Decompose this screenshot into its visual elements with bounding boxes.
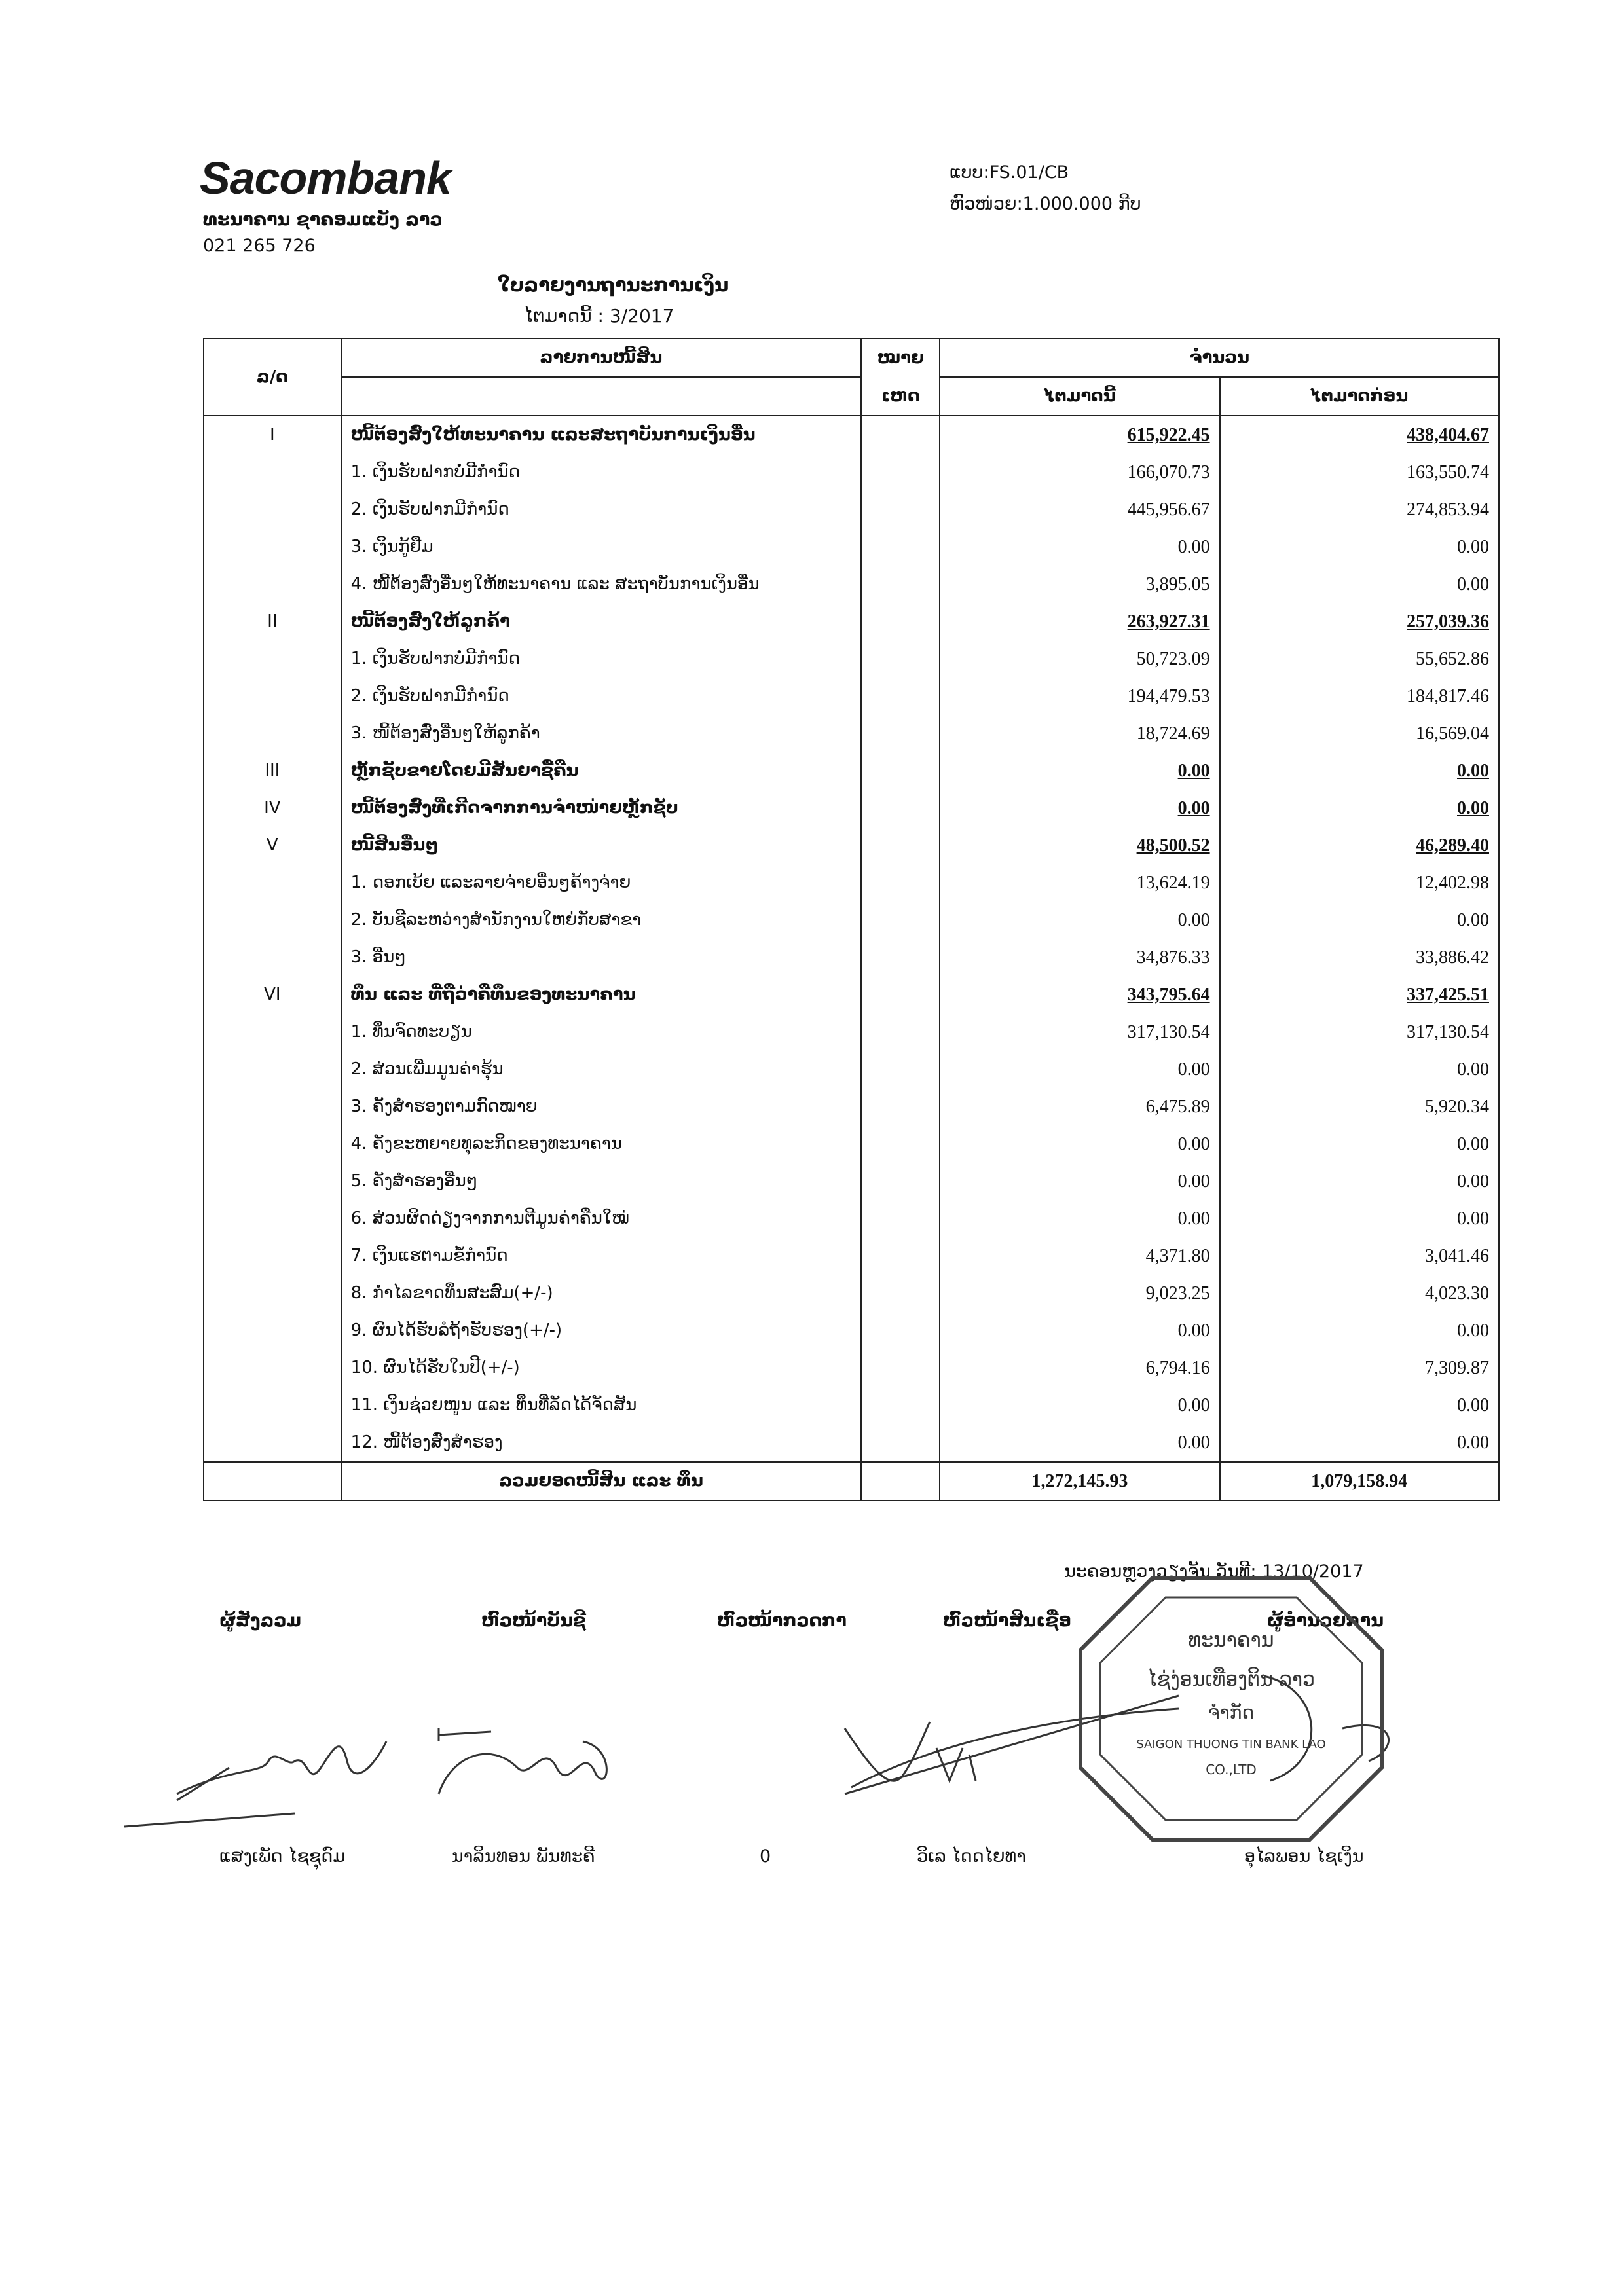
row-current <box>940 976 1219 1013</box>
row-note <box>861 528 940 566</box>
row-current-value: 0.00 <box>1177 537 1210 557</box>
row-previous-value: 5,920.34 <box>1425 1097 1489 1117</box>
row-label: 4. ຄັງຂະຫຍາຍທຸລະກິດຂອງທະນາຄານ <box>341 1125 862 1163</box>
signer-name-credit-head: ວິເລ ໄດດໄຍທາ <box>917 1846 1026 1867</box>
table-row <box>204 1051 1499 1088</box>
row-index <box>204 1125 341 1163</box>
row-previous <box>1220 454 1499 491</box>
table-row <box>204 1013 1499 1051</box>
header-no: ລ/ດ <box>204 338 341 416</box>
row-previous <box>1220 790 1499 827</box>
signer-name-audit-head: 0 <box>760 1846 771 1867</box>
row-previous-value: 12,402.98 <box>1416 873 1489 893</box>
row-previous-value: 55,652.86 <box>1416 649 1489 669</box>
header-amount: ຈຳນວນ <box>940 338 1499 377</box>
row-previous-value: 0.00 <box>1457 910 1489 930</box>
signer-name-director: ອຸໄລພອນ ໄຊເງິນ <box>1244 1846 1364 1867</box>
row-current <box>940 1312 1219 1349</box>
header-note-bottom: ເຫດ <box>861 377 940 416</box>
row-note <box>861 827 940 864</box>
row-index <box>204 1088 341 1125</box>
row-previous-value: 0.00 <box>1457 761 1489 781</box>
row-current <box>940 1275 1219 1312</box>
row-index <box>204 1237 341 1275</box>
total-blank <box>204 1462 341 1501</box>
row-current <box>940 454 1219 491</box>
table-row <box>204 864 1499 902</box>
row-current <box>940 1424 1219 1462</box>
row-index <box>204 1424 341 1462</box>
row-label: 3. ເງິນກູ້ຢືມ <box>341 528 862 566</box>
row-current-value: 9,023.25 <box>1145 1283 1210 1303</box>
row-current <box>940 790 1219 827</box>
row-label: 1. ດອກເບ້ຍ ແລະລາຍຈ່າຍອື່ນໆຄ້າງຈ່າຍ <box>341 864 862 902</box>
row-current <box>940 827 1219 864</box>
table-row <box>204 454 1499 491</box>
row-current <box>940 1237 1219 1275</box>
row-note <box>861 678 940 715</box>
table-row <box>204 528 1499 566</box>
row-label: 2. ເງິນຮັບຝາກມີກຳນົດ <box>341 678 862 715</box>
row-previous-value: 163,550.74 <box>1407 462 1489 483</box>
row-index <box>204 1200 341 1237</box>
row-current <box>940 1051 1219 1088</box>
row-previous-value: 184,817.46 <box>1407 686 1489 706</box>
row-index <box>204 678 341 715</box>
row-index: V <box>204 827 341 864</box>
table-row <box>204 1312 1499 1349</box>
row-current <box>940 1013 1219 1051</box>
row-index <box>204 864 341 902</box>
row-current <box>940 1163 1219 1200</box>
row-index: VI <box>204 976 341 1013</box>
row-note <box>861 566 940 603</box>
row-previous <box>1220 976 1499 1013</box>
row-index: I <box>204 416 341 454</box>
row-previous <box>1220 1200 1499 1237</box>
row-current-value: 263,927.31 <box>1127 611 1210 632</box>
row-note <box>861 790 940 827</box>
signer-title-audit-head: ຫົວໜ້າກວດກາ <box>717 1611 847 1631</box>
row-previous <box>1220 528 1499 566</box>
signer-title-credit-head: ຫົວໜ້າສິນເຊື່ອ <box>943 1611 1071 1631</box>
row-current-value: 50,723.09 <box>1136 649 1210 669</box>
row-current-value: 4,371.80 <box>1145 1246 1210 1266</box>
currency-unit: ຫົວໜ່ວຍ:1.000.000 ກີບ <box>950 194 1141 214</box>
total-current: 1,272,145.93 <box>940 1462 1219 1501</box>
header-item-blank <box>341 377 862 416</box>
row-label: 1. ເງິນຮັບຝາກບໍ່ມີກຳນົດ <box>341 454 862 491</box>
table-row <box>204 1424 1499 1462</box>
row-previous <box>1220 827 1499 864</box>
row-current-value: 166,070.73 <box>1127 462 1210 483</box>
row-previous <box>1220 1013 1499 1051</box>
row-previous-value: 438,404.67 <box>1407 425 1489 445</box>
row-index <box>204 491 341 528</box>
row-current-value: 343,795.64 <box>1127 985 1210 1005</box>
total-previous: 1,079,158.94 <box>1220 1462 1499 1501</box>
row-index <box>204 1013 341 1051</box>
row-label: 3. ອື່ນໆ <box>341 939 862 976</box>
row-note <box>861 939 940 976</box>
table-row <box>204 976 1499 1013</box>
row-index <box>204 1387 341 1424</box>
row-previous <box>1220 491 1499 528</box>
row-label: 8. ກຳໄລຂາດທຶນສະສົມ(+/-) <box>341 1275 862 1312</box>
row-previous <box>1220 939 1499 976</box>
header-item: ລາຍການໜີ້ສິນ <box>341 338 862 377</box>
row-note <box>861 902 940 939</box>
table-row <box>204 1125 1499 1163</box>
row-index: II <box>204 603 341 640</box>
row-label: 2. ບັນຊີລະຫວ່າງສຳນັກງານໃຫຍ່ກັບສາຂາ <box>341 902 862 939</box>
row-previous <box>1220 1237 1499 1275</box>
row-current <box>940 939 1219 976</box>
row-note <box>861 454 940 491</box>
row-current-value: 0.00 <box>1177 798 1210 818</box>
row-current-value: 445,956.67 <box>1127 500 1210 520</box>
row-previous <box>1220 603 1499 640</box>
row-label: 3. ຄັງສຳຮອງຕາມກົດໝາຍ <box>341 1088 862 1125</box>
row-index <box>204 566 341 603</box>
row-previous-value: 16,569.04 <box>1416 723 1489 744</box>
row-label: 4. ໜີ້ຕ້ອງສົ່ງອື່ນໆໃຫ້ທະນາຄານ ແລະ ສະຖາບັນການເງິນອື່ນ <box>341 566 862 603</box>
row-previous <box>1220 902 1499 939</box>
row-previous-value: 274,853.94 <box>1407 500 1489 520</box>
row-previous-value: 0.00 <box>1457 1171 1489 1192</box>
company-stamp <box>1074 1571 1388 1846</box>
place-date: ນະຄອນຫຼວງວຽງຈັນ ວັນທີ: 13/10/2017 <box>1064 1561 1364 1582</box>
row-previous <box>1220 752 1499 790</box>
table-row <box>204 678 1499 715</box>
header-current: ໄຕມາດນີ້ <box>940 377 1219 416</box>
row-previous-value: 4,023.30 <box>1425 1283 1489 1303</box>
row-label: 6. ສ່ວນຜິດດ່ຽງຈາກການຕີມູນຄ່າຄືນໃໝ່ <box>341 1200 862 1237</box>
row-previous-value: 257,039.36 <box>1407 611 1489 632</box>
row-label: ໜີ້ຕ້ອງສົ່ງໃຫ້ລູກຄ້າ <box>341 603 862 640</box>
signer-title-compiler: ຜູ້ສັງລວມ <box>219 1611 302 1631</box>
row-previous-value: 0.00 <box>1457 1059 1489 1080</box>
row-previous-value: 0.00 <box>1457 1134 1489 1154</box>
row-current <box>940 1125 1219 1163</box>
row-previous <box>1220 1312 1499 1349</box>
row-label: 3. ໜີ້ຕ້ອງສົ່ງອື່ນໆໃຫ້ລູກຄ້າ <box>341 715 862 752</box>
row-label: 9. ຜົນໄດ້ຮັບລໍຖ້າຮັບຮອງ(+/-) <box>341 1312 862 1349</box>
row-previous-value: 7,309.87 <box>1425 1358 1489 1378</box>
row-label: ໜີ້ຕ້ອງສົ່ງທີ່ເກີດຈາກການຈຳໜ່າຍຫຼັກຊັບ <box>341 790 862 827</box>
report-period: ໄຕມາດນີ້ : 3/2017 <box>524 305 674 327</box>
row-current-value: 6,794.16 <box>1145 1358 1210 1378</box>
row-previous-value: 3,041.46 <box>1425 1246 1489 1266</box>
row-current <box>940 528 1219 566</box>
balance-sheet-table <box>203 338 1500 1501</box>
row-index <box>204 640 341 678</box>
row-index <box>204 902 341 939</box>
row-label: 7. ເງິນແຮຕາມຂໍ້ກຳນົດ <box>341 1237 862 1275</box>
row-previous-value: 0.00 <box>1457 798 1489 818</box>
row-current-value: 0.00 <box>1177 1059 1210 1080</box>
row-current <box>940 1387 1219 1424</box>
row-note <box>861 1051 940 1088</box>
row-current <box>940 640 1219 678</box>
row-previous <box>1220 864 1499 902</box>
row-current <box>940 678 1219 715</box>
row-current-value: 0.00 <box>1177 1321 1210 1341</box>
table-row <box>204 1200 1499 1237</box>
table-row <box>204 603 1499 640</box>
row-label: ທຶນ ແລະ ທີ່ຖືວ່າຄືທຶນຂອງທະນາຄານ <box>341 976 862 1013</box>
row-current-value: 317,130.54 <box>1127 1022 1210 1042</box>
table-row <box>204 939 1499 976</box>
row-previous <box>1220 678 1499 715</box>
row-index <box>204 454 341 491</box>
table-row <box>204 491 1499 528</box>
stamp-line-5: CO.,LTD <box>1206 1762 1257 1777</box>
row-label: 2. ເງິນຮັບຝາກມີກຳນົດ <box>341 491 862 528</box>
table-row <box>204 416 1499 454</box>
signer-name-chief-accountant: ນາລິນທອນ ພັນທະຄີ <box>452 1846 595 1867</box>
table-row <box>204 827 1499 864</box>
row-current <box>940 603 1219 640</box>
row-current-value: 0.00 <box>1177 1432 1210 1453</box>
row-index <box>204 715 341 752</box>
row-current <box>940 1200 1219 1237</box>
row-index <box>204 1051 341 1088</box>
row-previous <box>1220 1125 1499 1163</box>
table-row <box>204 1163 1499 1200</box>
row-label: ຫຼັກຊັບຂາຍໂດຍມີສັນຍາຊື້ຄືນ <box>341 752 862 790</box>
row-note <box>861 1312 940 1349</box>
signer-title-director: ຜູ້ອຳນວຍການ <box>1267 1611 1384 1631</box>
bank-logo: Sacombank <box>200 153 451 204</box>
bank-name-lao: ທະນາຄານ ຊາຄອມແບັງ ລາວ <box>203 210 443 230</box>
table-row <box>204 1387 1499 1424</box>
row-index <box>204 528 341 566</box>
row-note <box>861 491 940 528</box>
row-note <box>861 416 940 454</box>
row-previous <box>1220 715 1499 752</box>
row-note <box>861 752 940 790</box>
row-index: IV <box>204 790 341 827</box>
row-label: ໜີ້ສິນອື່ນໆ <box>341 827 862 864</box>
row-previous-value: 337,425.51 <box>1407 985 1489 1005</box>
row-current <box>940 416 1219 454</box>
bank-phone: 021 265 726 <box>203 236 316 256</box>
row-note <box>861 1237 940 1275</box>
row-previous-value: 0.00 <box>1457 1209 1489 1229</box>
row-current <box>940 902 1219 939</box>
row-index <box>204 1349 341 1387</box>
table-row <box>204 1275 1499 1312</box>
table-row <box>204 1088 1499 1125</box>
table-row <box>204 640 1499 678</box>
row-current-value: 0.00 <box>1177 1171 1210 1192</box>
stamp-line-1: ທະນາຄານ <box>1188 1629 1274 1652</box>
row-previous <box>1220 1163 1499 1200</box>
row-label: 10. ຜົນໄດ້ຮັບໃນປີ(+/-) <box>341 1349 862 1387</box>
row-current <box>940 715 1219 752</box>
signer-title-chief-accountant: ຫົວໜ້າບັນຊີ <box>481 1611 586 1631</box>
row-note <box>861 1088 940 1125</box>
row-previous-value: 0.00 <box>1457 1395 1489 1415</box>
table-row <box>204 902 1499 939</box>
row-note <box>861 715 940 752</box>
total-note <box>861 1462 940 1501</box>
row-current-value: 13,624.19 <box>1136 873 1210 893</box>
row-label: 11. ເງິນຊ່ວຍໜູນ ແລະ ທຶນທີ່ລັດໄດ້ຈັດສັນ <box>341 1387 862 1424</box>
table-row <box>204 715 1499 752</box>
row-current-value: 0.00 <box>1177 1209 1210 1229</box>
form-code: ແບບ:FS.01/CB <box>950 162 1069 183</box>
row-current-value: 0.00 <box>1177 761 1210 781</box>
stamp-line-3: ຈຳກັດ <box>1208 1702 1255 1723</box>
row-current-value: 6,475.89 <box>1145 1097 1210 1117</box>
row-previous <box>1220 1275 1499 1312</box>
row-previous <box>1220 566 1499 603</box>
row-previous-value: 33,886.42 <box>1416 947 1489 968</box>
row-current-value: 18,724.69 <box>1136 723 1210 744</box>
row-index <box>204 939 341 976</box>
row-note <box>861 603 940 640</box>
row-previous-value: 46,289.40 <box>1416 835 1489 856</box>
row-current-value: 48,500.52 <box>1136 835 1210 856</box>
row-previous-value: 317,130.54 <box>1407 1022 1489 1042</box>
row-previous-value: 0.00 <box>1457 1432 1489 1453</box>
row-current <box>940 752 1219 790</box>
row-label: 5. ຄັງສຳຮອງອື່ນໆ <box>341 1163 862 1200</box>
row-current <box>940 1088 1219 1125</box>
signer-name-compiler: ແສງເພັດ ໄຊຊຸດົມ <box>219 1846 346 1867</box>
row-note <box>861 1275 940 1312</box>
document-title: ໃບລາຍງານຖານະການເງິນ <box>498 274 729 296</box>
row-previous <box>1220 1349 1499 1387</box>
row-current-value: 3,895.05 <box>1145 574 1210 594</box>
row-current <box>940 864 1219 902</box>
table-row <box>204 790 1499 827</box>
table-row <box>204 566 1499 603</box>
row-note <box>861 1200 940 1237</box>
row-label: 1. ເງິນຮັບຝາກບໍ່ມີກຳນົດ <box>341 640 862 678</box>
row-note <box>861 864 940 902</box>
row-previous <box>1220 1088 1499 1125</box>
table-row <box>204 1349 1499 1387</box>
row-previous-value: 0.00 <box>1457 537 1489 557</box>
row-previous <box>1220 416 1499 454</box>
row-note <box>861 1424 940 1462</box>
row-note <box>861 1387 940 1424</box>
stamp-line-4: SAIGON THUONG TIN BANK LAO <box>1136 1738 1326 1751</box>
stamp-line-2: ໄຊ່ງ່ອນເທືອງຕິນ ລາວ <box>1147 1668 1315 1691</box>
row-label: ໜີ້ຕ້ອງສົ່ງໃຫ້ທະນາຄານ ແລະສະຖາບັນການເງິນອື່ນ <box>341 416 862 454</box>
row-current-value: 0.00 <box>1177 1134 1210 1154</box>
row-index: III <box>204 752 341 790</box>
row-previous <box>1220 1424 1499 1462</box>
row-note <box>861 1163 940 1200</box>
row-current-value: 194,479.53 <box>1127 686 1210 706</box>
row-previous <box>1220 1387 1499 1424</box>
row-current-value: 34,876.33 <box>1136 947 1210 968</box>
total-row <box>204 1462 1499 1501</box>
row-note <box>861 1349 940 1387</box>
row-label: 2. ສ່ວນເພີ່ມມູນຄ່າຮຸ້ນ <box>341 1051 862 1088</box>
row-previous <box>1220 640 1499 678</box>
row-current-value: 0.00 <box>1177 910 1210 930</box>
row-index <box>204 1275 341 1312</box>
header-previous: ໄຕມາດກ່ອນ <box>1220 377 1499 416</box>
row-note <box>861 976 940 1013</box>
header-note-top: ໝາຍ <box>861 338 940 377</box>
row-index <box>204 1312 341 1349</box>
row-note <box>861 1125 940 1163</box>
row-note <box>861 1013 940 1051</box>
row-current <box>940 566 1219 603</box>
row-current-value: 0.00 <box>1177 1395 1210 1415</box>
row-previous-value: 0.00 <box>1457 1321 1489 1341</box>
row-previous <box>1220 1051 1499 1088</box>
row-label: 1. ທຶນຈົດທະບຽນ <box>341 1013 862 1051</box>
table-row <box>204 752 1499 790</box>
table-row <box>204 1237 1499 1275</box>
row-current <box>940 491 1219 528</box>
row-label: 12. ໜີ້ຕ້ອງສົ່ງສຳຮອງ <box>341 1424 862 1462</box>
row-index <box>204 1163 341 1200</box>
row-current-value: 615,922.45 <box>1127 425 1210 445</box>
row-previous-value: 0.00 <box>1457 574 1489 594</box>
total-label: ລວມຍອດໜີ້ສິນ ແລະ ທຶນ <box>341 1462 862 1501</box>
row-current <box>940 1349 1219 1387</box>
row-note <box>861 640 940 678</box>
